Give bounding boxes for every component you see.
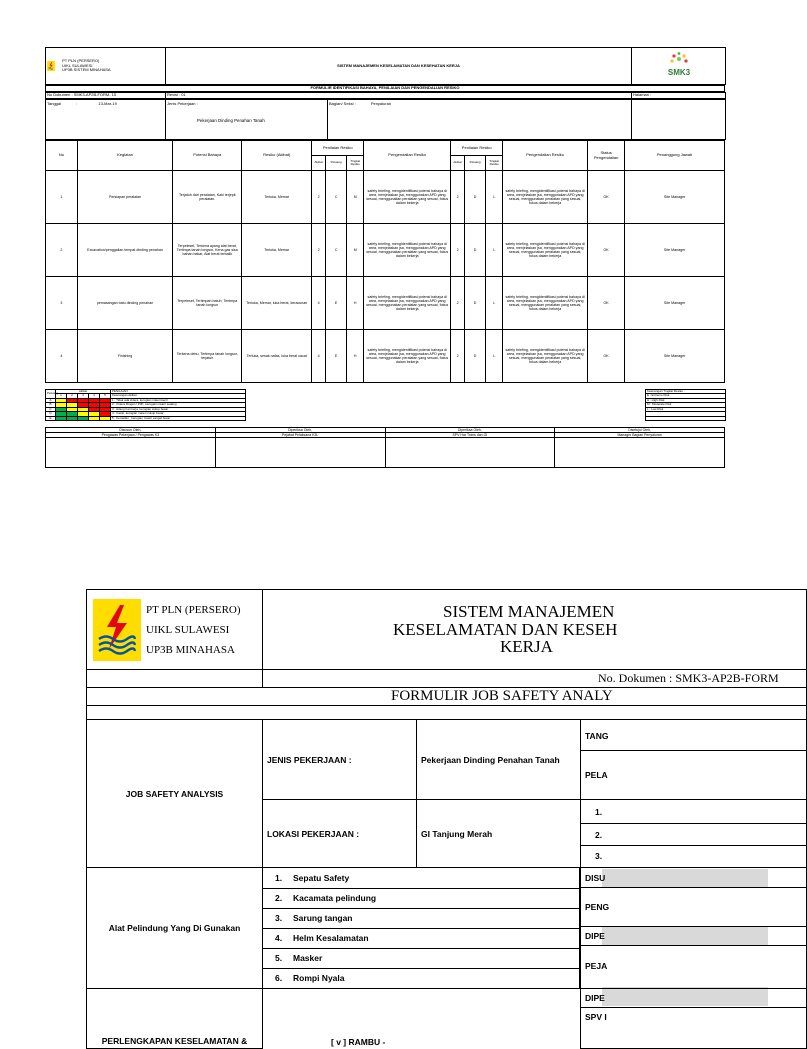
job-safety-analysis-form	[86, 589, 779, 1047]
legend-spacer	[446, 390, 646, 421]
right-col-cell: 1.	[581, 801, 806, 824]
risk-matrix-legend	[45, 389, 726, 421]
header-control-2: Pengendalian Resiko	[503, 141, 588, 171]
legend-akibat-item: 2 : Cidera Ringan / P3K, kerugian materi sedang	[111, 403, 246, 407]
row-activity: Finishing	[77, 330, 172, 383]
signature-space	[555, 438, 725, 468]
table-row	[46, 330, 725, 383]
row-effect-2: 2	[451, 171, 465, 224]
table-row	[46, 171, 725, 224]
right-col-last	[581, 989, 807, 1049]
system-title-2	[263, 590, 807, 670]
list-item-num: 4.	[275, 933, 283, 943]
list-item-num: 6.	[275, 973, 283, 984]
row-risk-level: M	[347, 224, 364, 277]
list-item	[263, 888, 580, 908]
doc-info-row	[45, 92, 726, 99]
row-pic: Site Manager	[625, 277, 725, 330]
right-col-mid	[581, 800, 807, 868]
row-risk-level-2: L	[486, 330, 503, 383]
row-status: OK	[588, 171, 625, 224]
hazard-identification-form	[45, 47, 725, 468]
legend-penilaian: PENILAIAN	[111, 390, 246, 394]
date-value: 13-Mar-19	[98, 101, 117, 106]
matrix-row-label: E	[46, 416, 56, 420]
date-colon: :	[76, 101, 78, 106]
right-col-cell: DIPE	[581, 927, 806, 946]
list-item-name: Rompi Nyala	[293, 973, 345, 984]
matrix-col: 2	[67, 394, 78, 398]
header-control: Pengendalian Resiko	[364, 141, 451, 171]
header-pic: Penanggung Jawab	[625, 141, 725, 171]
header-effect-2: Akibat	[451, 156, 465, 171]
row-activity: Excavation/penggalian tempat dinding penahan	[77, 224, 172, 277]
system-title: SISTEM MANAJEMEN KESELAMATAN DAN KESEHATAN KERJA	[166, 48, 632, 85]
section-cell	[328, 100, 632, 140]
signature-space	[215, 438, 385, 468]
location-label: LOKASI PEKERJAAN :	[263, 800, 417, 868]
list-item-name: Masker	[293, 953, 323, 963]
header-status: Status Pengendalian	[588, 141, 625, 171]
row-effect-2: 2	[451, 277, 465, 330]
header-risk-assessment: Penilaian Resiko	[312, 141, 364, 156]
legend-tingkat-item: L : Low Risk	[646, 407, 726, 411]
list-item-name: Helm Kesalamatan	[293, 933, 369, 943]
row-likelihood-2: D	[464, 224, 485, 277]
row-likelihood: C	[326, 171, 347, 224]
row-risk-level-2: L	[486, 171, 503, 224]
page-number: Halaman :	[632, 93, 726, 99]
legend-akibat-item: 4 : Cacat, kerugian materi cukup besar	[111, 412, 246, 416]
header-risk-assessment-2: Penilaian Resiko	[451, 141, 503, 156]
matrix-col: 4	[89, 394, 100, 398]
row-risk: Terluka, Memar	[242, 224, 312, 277]
row-status: OK	[588, 277, 625, 330]
row-risk: Terluka, sesak nafas, luka berat cacat	[242, 330, 312, 383]
legend-akibat-item: 1 : Tidak ada cidera, kerugian materi kecil	[111, 398, 246, 402]
row-risk-level-2: L	[486, 277, 503, 330]
list-item	[263, 868, 580, 888]
row-likelihood: C	[326, 224, 347, 277]
list-item-name: Kacamata pelindung	[293, 893, 377, 903]
row-hazard: Terkena debu, Tertimpa tanah longsor, terjatuh	[173, 330, 242, 383]
signature-title: SPV Har Trans dan GI	[385, 433, 555, 438]
header-effect: Akibat	[312, 156, 326, 171]
system-title-line: KERJA	[500, 637, 553, 657]
signature-title: Pengawas Pekerjaan / Pengawas K3	[46, 433, 216, 438]
form-header	[45, 47, 726, 85]
right-col-cell: DISU	[581, 869, 806, 888]
legend-tingkat-item: E : Extreme Risk	[646, 394, 726, 398]
row-risk-level-2: L	[486, 224, 503, 277]
matrix-row-label: D	[46, 412, 56, 416]
job-label-2: JENIS PEKERJAAN :	[263, 720, 417, 800]
company-unit: UIKL SULAWESI	[62, 62, 93, 68]
header-no: No	[46, 141, 78, 171]
legend-empty	[646, 416, 726, 420]
row-risk: Terluka, Memar, luka berat, keracunan	[242, 277, 312, 330]
empty-cell	[87, 670, 263, 688]
signature-role: Diperiksa Oleh,	[385, 428, 555, 433]
section-value: Penyaluran	[370, 101, 392, 106]
system-title-line: KESELAMATAN DAN KESEH	[393, 619, 618, 639]
date-label: Tanggal	[47, 101, 62, 106]
spacer-row	[87, 706, 807, 720]
list-item	[263, 968, 580, 988]
form-title-row	[45, 85, 725, 92]
empty-cell	[632, 100, 726, 140]
signature-title: Pejabat Pelaksana K3L	[215, 433, 385, 438]
header-risk: Resiko (Akibat)	[242, 141, 312, 171]
location-value: GI Tanjung Merah	[417, 800, 581, 868]
list-item-name: Sepatu Safety	[293, 872, 350, 883]
list-item-num: 2.	[275, 893, 283, 903]
row-status: OK	[588, 224, 625, 277]
row-control: safety briefing, mengidentifikasi potensi bahaya di area, menjelaskan jsa, menggunakan APD yang sesuai, menggunakan peralatan yang sesuai, fokus dalam bekerja	[364, 330, 451, 383]
row-risk-level: M	[347, 171, 364, 224]
job-cell	[166, 100, 328, 140]
company-subunit-2: UP3B MINAHASA	[146, 643, 235, 656]
legend-ket-akibat: Keterangan Akibat :	[111, 394, 246, 398]
legend-ket-tingkat: Keterangan Tingkat Resiko :	[646, 390, 726, 394]
company-block-2	[87, 590, 263, 670]
row-risk-level: H	[347, 277, 364, 330]
form-title-2: FORMULIR JOB SAFETY ANALY	[87, 688, 807, 706]
header-risk-level: Tingkat Resiko	[347, 156, 364, 171]
row-control-2: safety briefing, mengidentifikasi potensi bahaya di area, menjelaskan jsa, menggunakan APD yang sesuai, menggunakan peralatan yang sesuai, fokus dalam bekerja	[503, 330, 588, 383]
right-col-cell: DIPE	[581, 989, 806, 1008]
header-activity: Kegiatan	[77, 141, 172, 171]
company-name-2: PT PLN (PERSERO)	[146, 603, 241, 616]
list-item-num: 3.	[275, 913, 283, 923]
row-likelihood-2: D	[464, 171, 485, 224]
matrix-row-label: B	[46, 403, 56, 407]
matrix-cell	[78, 416, 89, 420]
legend-akibat: Akibat	[56, 390, 111, 394]
row-control-2: safety briefing, mengidentifikasi potensi bahaya di area, menjelaskan jsa, menggunakan APD yang sesuai, menggunakan peralatan yang sesuai, fokus dalam bekerja	[503, 277, 588, 330]
risk-table	[45, 140, 725, 383]
signature-role: Diperiksa Oleh,	[215, 428, 385, 433]
row-status: OK	[588, 330, 625, 383]
row-pic: Site Manager	[625, 330, 725, 383]
row-effect: 4	[312, 277, 326, 330]
right-col-bottom	[581, 868, 807, 989]
right-col-cell: PENG	[581, 888, 806, 927]
matrix-row-label: C	[46, 407, 56, 411]
company-subunit: UP3B SISTEM MINAHASA	[62, 67, 111, 73]
row-activity: Persiapan peralatan	[77, 171, 172, 224]
job-value-2: Pekerjaan Dinding Penahan Tanah	[417, 720, 581, 800]
job-info-row	[45, 99, 726, 140]
legend-tingkat-item: H : High Risk	[646, 398, 726, 402]
row-no: 4	[46, 330, 78, 383]
matrix-row-label: A	[46, 398, 56, 402]
matrix-col: 5	[100, 394, 111, 398]
doc-number-2: No. Dokumen : SMK3-AP2B-FORM	[263, 670, 807, 688]
signature-space	[385, 438, 555, 468]
row-likelihood-2: D	[464, 330, 485, 383]
signature-role: Disusun Oleh,	[46, 428, 216, 433]
system-title-line: SISTEM MANAJEMEN	[443, 601, 615, 621]
list-item	[263, 908, 580, 928]
list-item-num: 5.	[275, 953, 283, 963]
row-effect-2: 2	[451, 330, 465, 383]
row-control: safety briefing, mengidentifikasi potensi bahaya di area, menjelaskan jsa, menggunakan APD yang sesuai, menggunakan peralatan yang sesuai, fokus dalam bekerja	[364, 224, 451, 277]
row-control-2: safety briefing, mengidentifikasi potensi bahaya di area, menjelaskan jsa, menggunakan APD yang sesuai, menggunakan peralatan yang sesuai, fokus dalam bekerja	[503, 224, 588, 277]
signature-title: Manager Bagian Penyaluran	[555, 433, 725, 438]
company-unit-2: UIKL SULAWESI	[146, 623, 230, 636]
right-col-cell: 3.	[595, 850, 603, 861]
revision: Revisi : 01	[166, 93, 632, 99]
header-likelihood-2: Peluang	[464, 156, 485, 171]
legend-akibat-item: 3 : Hilang hari kerja, kerugian cukup besar	[111, 407, 246, 411]
jsa-table	[86, 589, 807, 1049]
right-col-cell: 2.	[581, 824, 806, 846]
right-col-cell: SPV I	[585, 1012, 607, 1022]
list-item	[263, 928, 580, 948]
row-control-2: safety briefing, mengidentifikasi potensi bahaya di area, menjelaskan jsa, menggunakan APD yang sesuai, menggunakan peralatan yang sesuai, fokus dalam bekerja	[503, 171, 588, 224]
signature-role: Disetujui Oleh,	[555, 428, 725, 433]
header-hazard: Potensi Bahaya	[173, 141, 242, 171]
matrix-col: 1	[56, 394, 67, 398]
list-item-num: 1.	[275, 872, 283, 883]
row-pic: Site Manager	[625, 171, 725, 224]
row-effect: 2	[312, 171, 326, 224]
legend-peluang: Peluang	[46, 390, 56, 399]
row-no: 1	[46, 171, 78, 224]
jsa-label: JOB SAFETY ANALYSIS	[87, 720, 263, 868]
row-effect-2: 2	[451, 224, 465, 277]
form-title: FORMULIR IDENTIFIKASI BAHAYA, PENILAIAN DAN PENGENDALIAN RESIKO	[46, 86, 725, 92]
doc-number: No Dokumen : SMK3-AP2B-FORM- 15	[46, 93, 166, 99]
table-row	[46, 277, 725, 330]
job-value: Pekerjaan Dinding Penahan Tanah	[197, 117, 265, 123]
header-likelihood: Peluang	[326, 156, 347, 171]
row-effect: 4	[312, 330, 326, 383]
table-row	[46, 224, 725, 277]
row-likelihood: E	[326, 277, 347, 330]
list-item	[263, 948, 580, 968]
legend-tingkat-item: M : Moderate Risk	[646, 403, 726, 407]
row-hazard: Terpeleset, Terkena ayang alat berat, Tertimpa tanah longsor, Kena gas sisa bahan bakar, Alat berat terbalik	[173, 224, 242, 277]
apd-label: Alat Pelindung Yang Di Gunakan	[87, 868, 263, 989]
company-block	[46, 48, 166, 85]
row-risk-level: H	[347, 330, 364, 383]
row-risk: Terluka, Memar	[242, 171, 312, 224]
apd-list-table	[263, 868, 580, 988]
job-label: Jenis Pekerjaan :	[167, 101, 198, 106]
row-likelihood-2: D	[464, 277, 485, 330]
matrix-cell	[67, 416, 78, 420]
matrix-cell	[56, 416, 67, 420]
section-label: Bagian/ Seksi :	[329, 101, 356, 106]
row-pic: Site Manager	[625, 224, 725, 277]
right-col-cell: TANG	[581, 721, 806, 751]
company-name: PT PLN (PERSERO)	[62, 58, 100, 64]
row-hazard: Terjatuh dari peralatan, Kaki terjepit peralatan.	[173, 171, 242, 224]
legend-spacer	[246, 390, 446, 421]
right-col-top	[581, 720, 807, 800]
row-likelihood: E	[326, 330, 347, 383]
right-col-cell: PELA	[585, 769, 608, 780]
row-control: safety briefing, mengidentifikasi potensi bahaya di area, menjelaskan jsa, menggunakan APD yang sesuai, menggunakan peralatan yang sesuai, fokus dalam bekerja	[364, 277, 451, 330]
signature-block	[45, 427, 725, 468]
apd-list	[263, 868, 581, 989]
smk3-logo	[632, 48, 726, 85]
matrix-cell	[100, 416, 111, 420]
row-effect: 2	[312, 224, 326, 277]
svg-text:SMK3: SMK3	[667, 68, 690, 78]
row-no: 2	[46, 224, 78, 277]
date-cell	[46, 100, 166, 140]
matrix-col: 3	[78, 394, 89, 398]
legend-akibat-item: 5 : Kematian , kerugian materi sangat besar	[111, 416, 246, 420]
row-activity: pemasangan batu dinding penahan	[77, 277, 172, 330]
smk3-logo-icon	[662, 51, 696, 79]
matrix-cell	[89, 416, 100, 420]
signature-space	[46, 438, 216, 468]
row-control: safety briefing, mengidentifikasi potensi bahaya di area, menjelaskan jsa, menggunakan APD yang sesuai, menggunakan peralatan yang sesuai, fokus dalam bekerja	[364, 171, 451, 224]
row-no: 3	[46, 277, 78, 330]
pln-logo-icon	[47, 61, 55, 71]
list-item-name: Sarung tangan	[293, 913, 353, 923]
equipment-label: PERLENGKAPAN KESELAMATAN &	[87, 989, 263, 1049]
rambu-item: [ v ] RAMBU -	[263, 989, 581, 1049]
row-hazard: Terpeleset, Tertimpah batuh, Tertimpa tanah longsor	[173, 277, 242, 330]
right-col-cell: PEJA	[585, 961, 608, 971]
pln-logo-icon	[93, 599, 141, 661]
header-risk-level-2: Tingkat Resiko	[486, 156, 503, 171]
